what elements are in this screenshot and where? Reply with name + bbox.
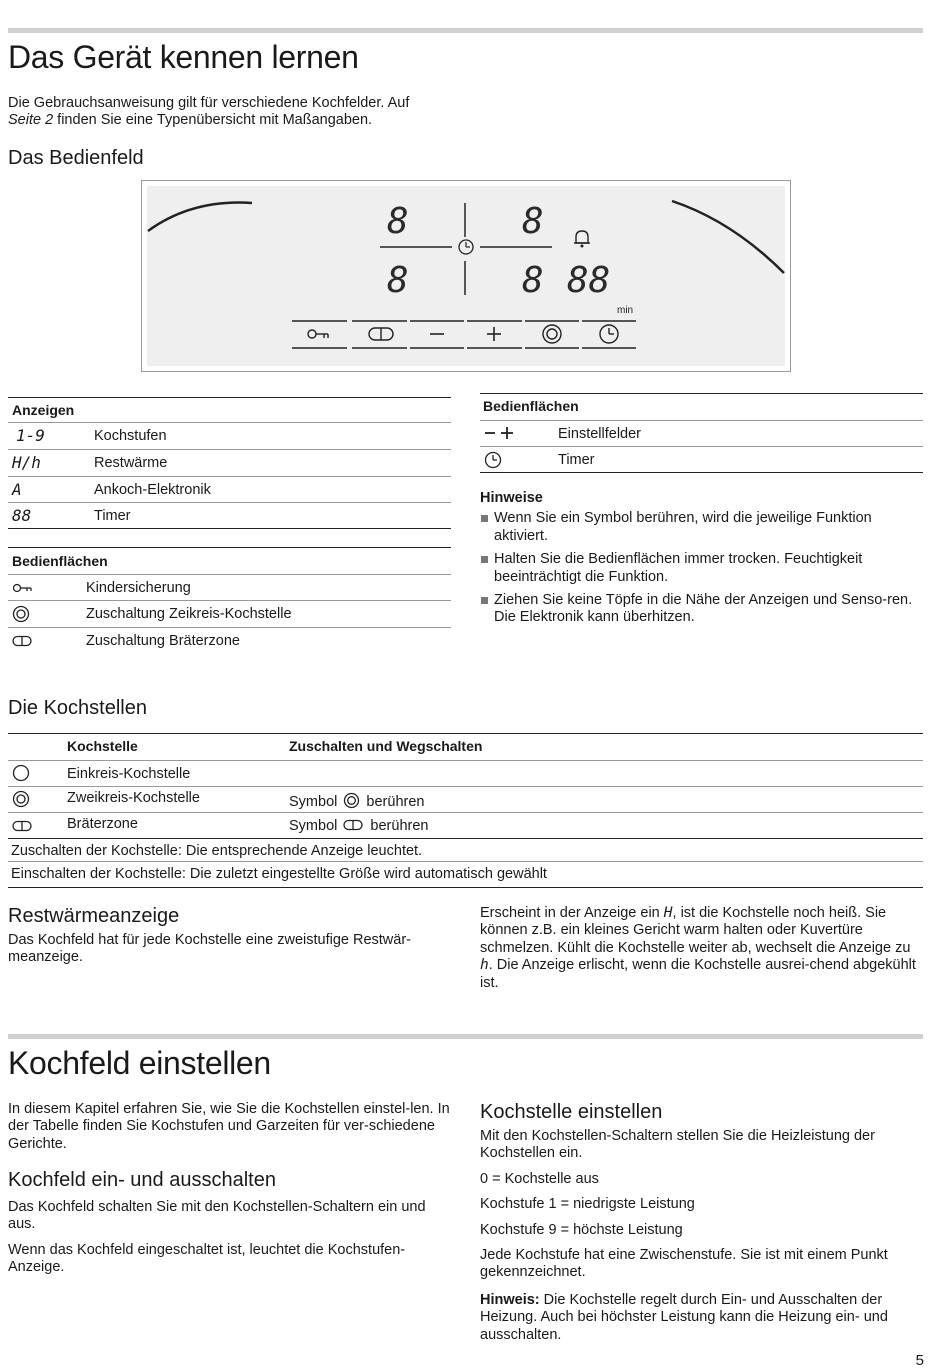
hinweise-title: Hinweise xyxy=(480,490,543,506)
oval-zone-button-icon[interactable] xyxy=(369,328,393,340)
key-icon xyxy=(12,582,34,594)
kochstelle-action xyxy=(289,818,428,835)
kochstufen-symbol: 1-9 xyxy=(16,426,45,445)
action-touch-text: berühren xyxy=(370,818,429,834)
hinweis-label: Hinweis: xyxy=(480,1291,540,1308)
col-zuschalten: Zuschalten und Wegschalten xyxy=(289,738,483,754)
display-digit-rear-right: 8 xyxy=(522,260,544,301)
anzeigen-table xyxy=(8,397,451,657)
bedienflaechen-right-header: Bedienflächen xyxy=(483,398,579,414)
restwaerme-symbol: H/h xyxy=(12,453,41,472)
bedienfeld-heading: Das Bedienfeld xyxy=(8,147,144,169)
timer-display: 88 xyxy=(567,260,611,301)
hinweis-item: Wenn Sie ein Symbol berühren, wird die jeweilige Funktion aktiviert. xyxy=(480,510,925,545)
einstellen-paragraph: Kochstufe 9 = höchste Leistung xyxy=(480,1221,683,1238)
kochstellen-heading: Die Kochstellen xyxy=(8,697,147,719)
table-row xyxy=(8,422,451,450)
section-rule xyxy=(8,1034,923,1039)
timer-symbol: 88 xyxy=(12,506,32,525)
restwaerme-right-text xyxy=(480,905,925,992)
table-row xyxy=(8,760,923,787)
restwaerme-text: , ist die Kochstelle noch heiß. Sie können z.B. ein kleines Gericht warm halten oder Kuvertüre schmelzen. Kühlt die Kochstelle weiter ab, wechselt die Anzeige zu xyxy=(480,905,911,956)
right-zone-arc xyxy=(672,201,784,273)
section-rule xyxy=(8,28,923,33)
action-touch-text: berühren xyxy=(366,794,425,810)
display-digit-rear-left: 8 xyxy=(387,260,409,301)
row-label: Kindersicherung xyxy=(86,580,191,596)
section-title: Kochfeld einstellen xyxy=(8,1045,271,1081)
control-panel-illustration xyxy=(141,180,791,372)
anzeigen-header: Anzeigen xyxy=(12,402,75,418)
restwaerme-H-symbol: H xyxy=(663,905,673,921)
kochstellen-note: Einschalten der Kochstelle: Die zuletzt eingestellte Größe wird automatisch gewählt xyxy=(11,866,547,882)
einaus-heading: Kochfeld ein- und ausschalten xyxy=(8,1169,276,1191)
einaus-paragraph: Wenn das Kochfeld eingeschaltet ist, leuchtet die Kochstufen-Anzeige. xyxy=(8,1241,406,1276)
einstellen-paragraph: Mit den Kochstellen-Schaltern stellen Sie die Heizleistung der Kochstellen ein. xyxy=(480,1128,875,1162)
section2-intro: In diesem Kapitel erfahren Sie, wie Sie die Kochstellen einstel-len. In der Tabelle finden Sie Kochstufen und Garzeiten für ver-schiedene Gerichte. xyxy=(8,1101,450,1152)
table-row xyxy=(8,476,451,503)
row-label: Zuschaltung Bräterzone xyxy=(86,633,240,649)
display-digit-front-left: 8 xyxy=(387,201,409,242)
page-title: Das Gerät kennen lernen xyxy=(8,39,359,75)
single-circle-icon xyxy=(12,764,30,782)
timer-indicator-icon xyxy=(459,240,473,254)
oval-zone-icon xyxy=(12,820,34,832)
einaus-paragraph: Das Kochfeld schalten Sie mit den Kochstellen-Schaltern ein und aus. xyxy=(8,1199,426,1233)
row-label: Restwärme xyxy=(94,455,168,471)
display-digit-front-right: 8 xyxy=(522,201,544,242)
restwaerme-text: Erscheint in der Anzeige ein xyxy=(480,905,660,921)
kochstelle-name: Bräterzone xyxy=(67,816,138,832)
intro-paragraph xyxy=(8,95,458,130)
clock-icon xyxy=(484,451,502,469)
restwaerme-h-symbol: h xyxy=(480,957,489,974)
einstellen-heading: Kochstelle einstellen xyxy=(480,1101,663,1123)
kochstellen-note: Zuschalten der Kochstelle: Die entsprechende Anzeige leuchtet. xyxy=(11,843,423,859)
row-label: Timer xyxy=(94,508,131,524)
table-row xyxy=(8,812,923,838)
col-kochstelle: Kochstelle xyxy=(67,738,138,754)
table-row xyxy=(8,574,451,601)
double-circle-button-icon[interactable] xyxy=(543,325,561,343)
action-symbol-text: Symbol xyxy=(289,818,338,834)
double-circle-icon xyxy=(343,792,360,809)
action-symbol-text: Symbol xyxy=(289,794,338,810)
table-row xyxy=(8,786,923,813)
plus-button-icon[interactable] xyxy=(487,327,501,341)
oval-zone-icon xyxy=(12,635,34,647)
row-label: Einstellfelder xyxy=(558,426,642,442)
double-circle-icon xyxy=(12,790,30,808)
page-number: 5 xyxy=(915,1352,924,1369)
clock-button-icon[interactable] xyxy=(600,325,618,343)
intro-text-rest: finden Sie eine Typenübersicht mit Maßangaben. xyxy=(53,112,373,129)
page-reference-link: Seite 2 xyxy=(8,112,54,129)
double-circle-icon xyxy=(12,605,30,623)
restwaerme-left-text: Das Kochfeld hat für jede Kochstelle eine zweistufige Restwär-meanzeige. xyxy=(8,932,411,966)
hinweis-item: Halten Sie die Bedienflächen immer trocken. Feuchtigkeit beeinträchtigt die Funktion. xyxy=(480,551,925,586)
table-row xyxy=(8,600,451,628)
bell-icon xyxy=(574,231,590,248)
einstellen-paragraph: 0 = Kochstelle aus xyxy=(480,1170,599,1187)
kochstelle-name: Einkreis-Kochstelle xyxy=(67,766,191,782)
hinweise-box xyxy=(480,490,925,633)
left-zone-arc xyxy=(148,203,252,231)
kochstelle-name: Zweikreis-Kochstelle xyxy=(67,790,200,806)
hinweis-text: Die Kochstelle regelt durch Ein- und Ausschalten der Heizung. Auch bei höchster Leistung kann die Heizung ein- und ausschalten. xyxy=(480,1291,888,1343)
oval-zone-icon xyxy=(343,819,364,831)
table-row xyxy=(8,502,451,528)
intro-text: Die Gebrauchsanweisung gilt für verschiedene Kochfelder. Auf xyxy=(8,95,410,111)
table-row xyxy=(8,627,451,653)
control-panel-drawing xyxy=(142,181,792,373)
einstellen-text xyxy=(480,1128,925,1344)
table-row xyxy=(480,420,923,447)
einstellen-paragraph: Kochstufe 1 = niedrigste Leistung xyxy=(480,1196,695,1213)
bedienflaechen-right-table xyxy=(480,393,923,475)
row-label: Zuschaltung Zeikreis-Kochstelle xyxy=(86,606,292,622)
minus-plus-icon xyxy=(484,426,514,440)
kochstellen-table xyxy=(8,733,923,889)
kochstelle-action xyxy=(289,792,424,811)
restwaerme-heading: Restwärmeanzeige xyxy=(8,905,180,927)
min-label: min xyxy=(617,305,634,316)
einstellen-paragraph: Jede Kochstufe hat eine Zwischenstufe. Sie ist mit einem Punkt gekennzeichnet. xyxy=(480,1246,888,1281)
hinweis-item: Ziehen Sie keine Töpfe in die Nähe der Anzeigen und Senso-ren. Die Elektronik kann überhitzen. xyxy=(480,592,925,627)
ankoch-symbol: A xyxy=(12,480,22,499)
key-button-icon[interactable] xyxy=(308,330,328,338)
table-row xyxy=(8,449,451,477)
restwaerme-text: . Die Anzeige erlischt, wenn die Kochstelle ausrei-chend abgekühlt ist. xyxy=(480,957,916,991)
bedienflaechen-header: Bedienflächen xyxy=(12,553,108,569)
row-label: Timer xyxy=(558,452,595,468)
row-label: Ankoch-Elektronik xyxy=(94,482,211,498)
table-row xyxy=(480,446,923,472)
einaus-text xyxy=(8,1199,453,1277)
row-label: Kochstufen xyxy=(94,428,167,444)
